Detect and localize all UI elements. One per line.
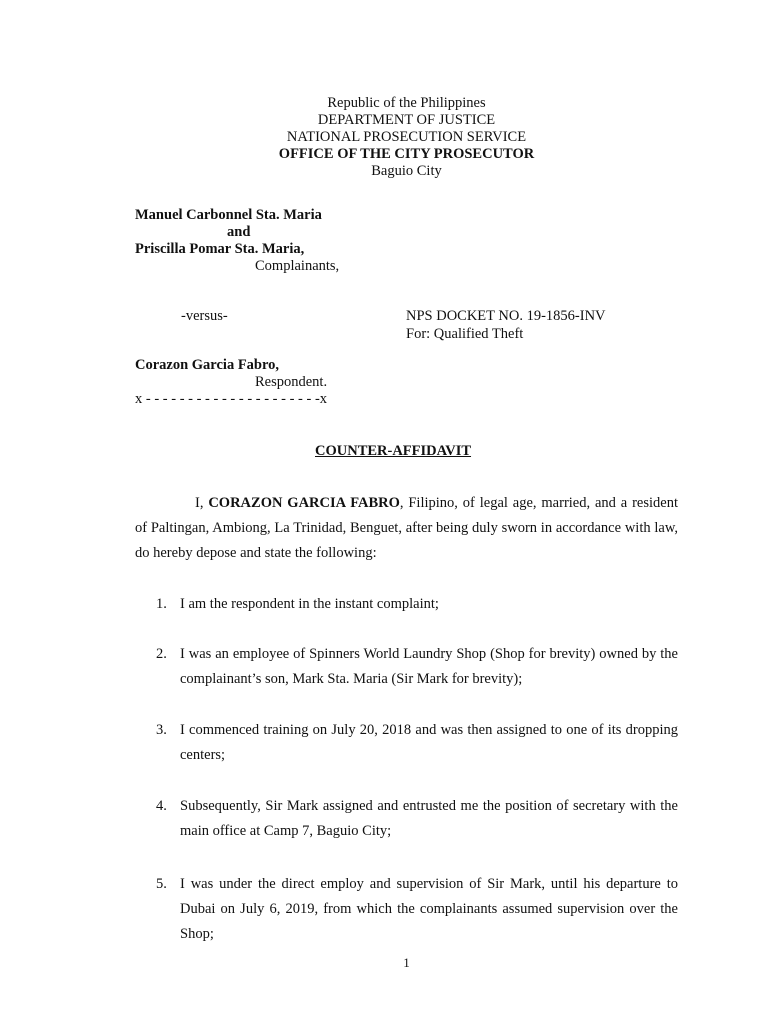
header-prosecution-service: NATIONAL PROSECUTION SERVICE [286, 129, 527, 145]
versus-label: -versus- [181, 308, 228, 324]
list-item [156, 642, 678, 707]
list-item-text: I was under the direct employ and supervision of Sir Mark, until his departure to Dubai on July 6, 2019, from which the complainants assumed supervision over the Shop; [180, 876, 678, 942]
list-item-number: 4. [156, 798, 167, 814]
header-republic: Republic of the Philippines [327, 95, 486, 111]
case-offense: For: Qualified Theft [406, 326, 524, 342]
header-office: OFFICE OF THE CITY PROSECUTOR [278, 146, 535, 162]
caption-and: and [227, 224, 251, 240]
list-item [156, 872, 678, 962]
list-item-number: 3. [156, 722, 167, 738]
complainant-name-2: Priscilla Pomar Sta. Maria, [135, 241, 305, 257]
document-title: COUNTER-AFFIDAVIT [315, 443, 472, 459]
list-item-text: Subsequently, Sir Mark assigned and entrusted me the position of secretary with the main office at Camp 7, Baguio City; [180, 798, 678, 839]
list-item [156, 718, 678, 783]
respondent-label: Respondent. [255, 374, 328, 390]
complainant-name-1: Manuel Carbonnel Sta. Maria [135, 207, 322, 223]
list-item [156, 794, 678, 859]
caption-separator: x - - - - - - - - - - - - - - - - - - - - -x [135, 391, 328, 407]
intro-text: , Filipino, of legal age, married, and a resident of Paltingan, Ambiong, La Trinidad, Benguet, after being duly sworn in accordance with law, do hereby depose and state the following: [135, 495, 678, 561]
list-item-number: 1. [156, 596, 167, 612]
list-item-number: 2. [156, 646, 167, 662]
docket-number: NPS DOCKET NO. 19-1856-INV [406, 308, 606, 324]
list-item [156, 592, 678, 632]
complainants-label: Complainants, [255, 258, 340, 274]
list-item-number: 5. [156, 876, 167, 892]
list-item-text: I was an employee of Spinners World Laundry Shop (Shop for brevity) owned by the complainant’s son, Mark Sta. Maria (Sir Mark for brevity); [180, 646, 678, 687]
list-item-text: I commenced training on July 20, 2018 and was then assigned to one of its dropping centers; [180, 722, 678, 763]
intro-paragraph [135, 491, 678, 566]
header-city: Baguio City [371, 163, 442, 179]
header-department: DEPARTMENT OF JUSTICE [317, 112, 496, 128]
intro-prefix: I, [195, 495, 209, 511]
list-item-text: I am the respondent in the instant complaint; [180, 596, 439, 612]
respondent-name: Corazon Garcia Fabro, [135, 357, 280, 373]
page-number: 1 [403, 955, 410, 970]
affiant-name: CORAZON GARCIA FABRO [208, 495, 400, 511]
